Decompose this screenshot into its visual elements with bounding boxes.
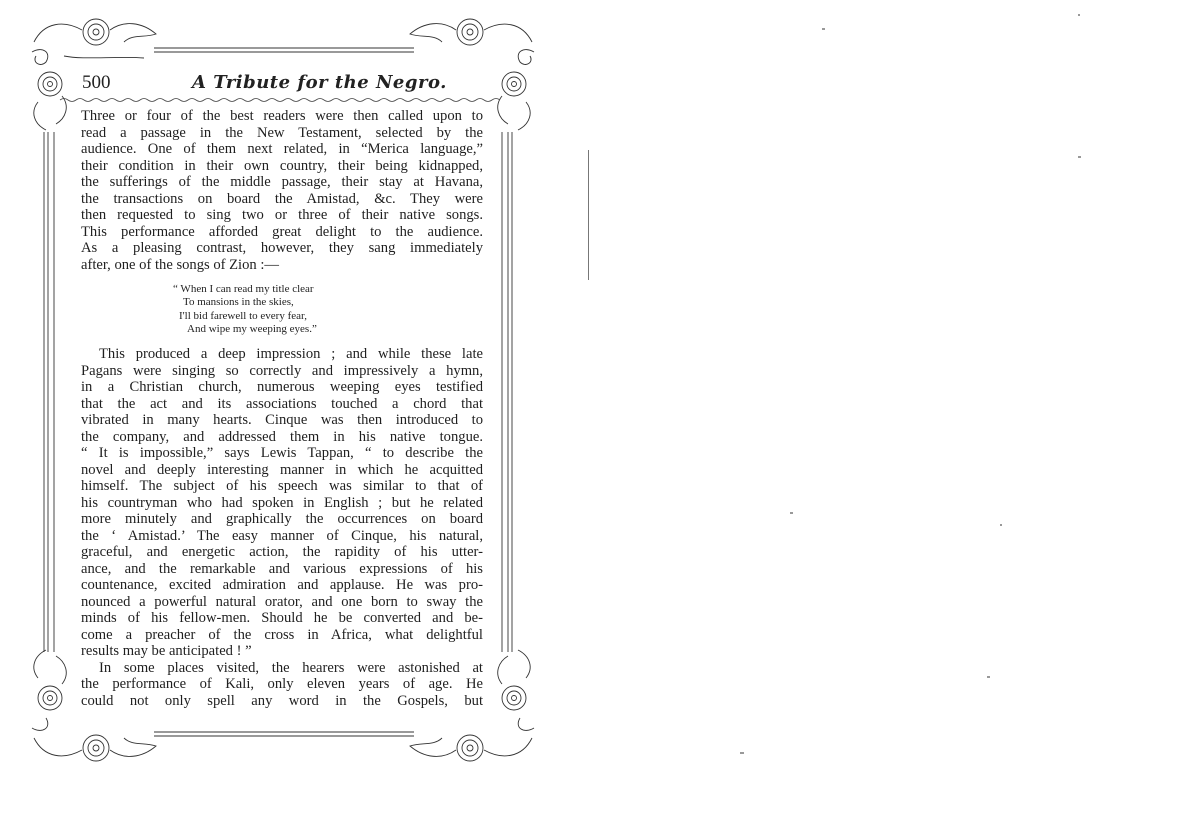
text-line: the transactions on board the Amistad, &c. They were (81, 190, 483, 207)
text-line: In some places visited, the hearers were astonished at (99, 659, 483, 676)
text-line: could not only spell any word in the Gospels, but (81, 692, 483, 709)
paragraph-1 (81, 108, 483, 273)
text-line: nounced a powerful natural orator, and one born to sway the (81, 593, 483, 610)
scan-speck (1078, 14, 1080, 16)
book-page (24, 12, 542, 768)
text-line: in a Christian church, numerous weeping eyes testified (81, 379, 483, 396)
verse-line: And wipe my weeping eyes.” (187, 322, 317, 335)
text-line: “ It is impossible,” says Lewis Tappan, “ to describe the (81, 445, 483, 462)
scan-line-mark (588, 150, 589, 280)
text-line: the sufferings of the middle passage, their stay at Havana, (81, 174, 483, 190)
text-line: This produced a deep impression ; and while these late (99, 346, 483, 363)
body-text (81, 108, 483, 709)
hymn-verse (173, 283, 483, 336)
text-line: his countryman who had spoken in English ; but he related (81, 494, 483, 511)
text-line: novel and deeply interesting manner in which he acquitted (81, 461, 483, 478)
text-line: minds of his fellow-men. Should he be converted and be- (81, 610, 483, 627)
page-number: 500 (82, 72, 111, 93)
scan-speck (1078, 156, 1081, 158)
text-line: As a pleasing contrast, however, they sang immediately (81, 240, 483, 256)
text-line: the ‘ Amistad.’ The easy manner of Cinque, his natural, (81, 527, 483, 544)
text-line: after, one of the songs of Zion :— (81, 256, 280, 273)
text-line: that the act and its associations touched a chord that (81, 395, 483, 412)
verse-line: I'll bid farewell to every fear, (179, 309, 307, 322)
scan-speck (740, 752, 744, 754)
text-line: the performance of Kali, only eleven years of age. He (81, 676, 483, 693)
verse-line: “ When I can read my title clear (173, 283, 314, 295)
text-line: read a passage in the New Testament, selected by the (81, 124, 483, 141)
text-line: audience. One of them next related, in “Merica language,” (81, 141, 483, 157)
text-line: their condition in their own country, their being kidnapped, (81, 157, 483, 174)
text-line: more minutely and graphically the occurrences on board (81, 511, 483, 528)
text-line: vibrated in many hearts. Cinque was then introduced to (81, 412, 483, 429)
text-line: graceful, and energetic action, the rapidity of his utter- (81, 544, 483, 561)
text-line: himself. The subject of his speech was similar to that of (81, 478, 483, 495)
paragraph-3 (81, 660, 483, 710)
blank-facing-page (560, 0, 1200, 816)
text-line: results may be anticipated ! ” (81, 643, 252, 660)
verse-line: To mansions in the skies, (183, 296, 294, 309)
text-line: the company, and addressed them in his native tongue. (81, 428, 483, 445)
text-line: come a preacher of the cross in Africa, what delightful (81, 626, 483, 643)
scan-speck (987, 676, 990, 678)
text-line: countenance, excited admiration and applause. He was pro- (81, 577, 483, 594)
text-line: Pagans were singing so correctly and impressively a hymn, (81, 362, 483, 379)
text-line: This performance afforded great delight to the audience. (81, 223, 483, 240)
text-line: Three or four of the best readers were then called upon to (81, 108, 483, 124)
scan-speck (790, 512, 793, 514)
scan-speck (1000, 524, 1002, 526)
paragraph-2 (81, 346, 483, 660)
text-line: ance, and the remarkable and various expressions of his (81, 560, 483, 577)
text-line: then requested to sing two or three of their native songs. (81, 207, 483, 223)
scan-speck (822, 28, 825, 30)
running-title: A Tribute for the Negro. (192, 72, 447, 93)
